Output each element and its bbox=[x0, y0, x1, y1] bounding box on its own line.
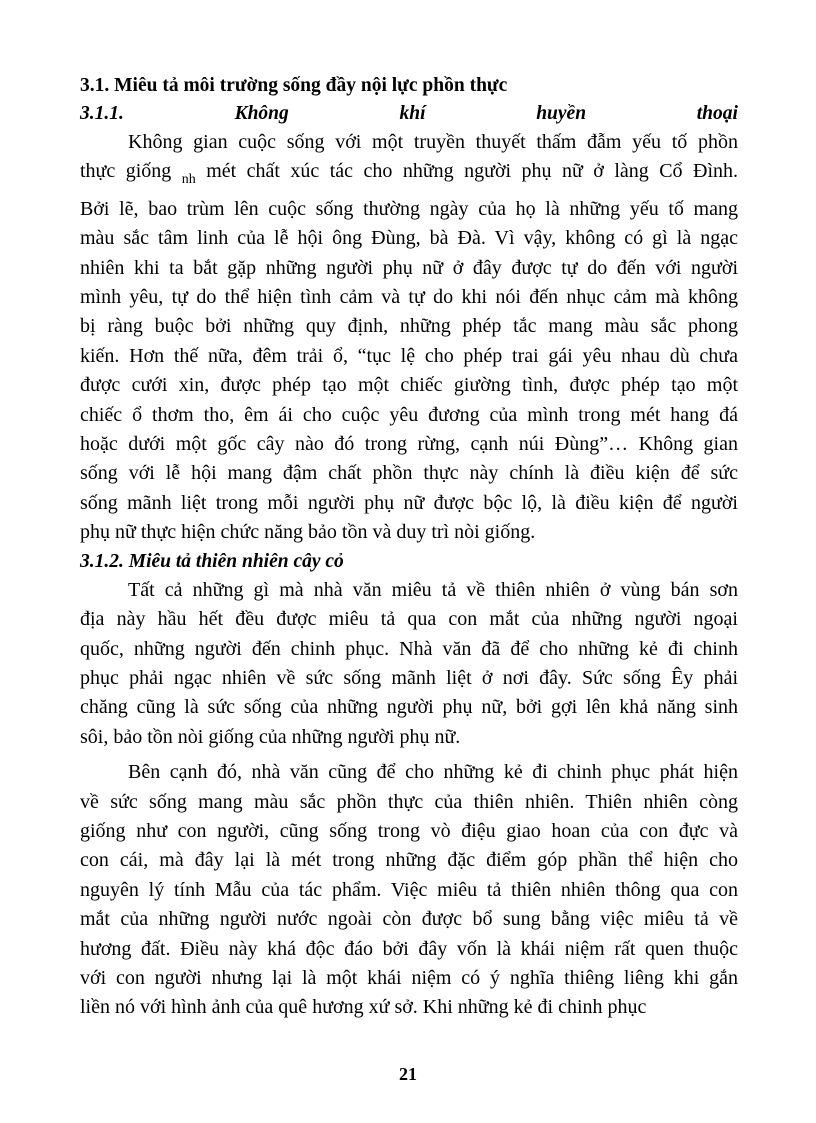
text-line: mình yêu, tự do thể hiện tình cảm và tự do khi nói đến nhục cảm mà không bbox=[80, 286, 738, 309]
heading-word: khí bbox=[399, 103, 426, 124]
text-line: chiếc ổ thơm tho, êm ái cho cuộc yêu đương của mình trong mét hang đá bbox=[80, 403, 738, 426]
text-fragment: mét chất xúc tác cho những người phụ nữ ở làng Cổ Đình. bbox=[206, 160, 738, 183]
text-line: phụ nữ thực hiện chức năng bảo tồn và duy trì nòi giống. bbox=[80, 521, 536, 544]
text-line bbox=[80, 157, 738, 194]
text-line: sống với lễ hội mang đậm chất phồn thực này chính là điều kiện để sức bbox=[80, 462, 738, 485]
heading-3-1-1 bbox=[80, 100, 738, 128]
text-line: Bởi lẽ, bao trùm lên cuộc sống thường ngày của họ là những yếu tố mang bbox=[80, 197, 738, 220]
page-number: 21 bbox=[399, 1064, 417, 1084]
text-line: Không gian cuộc sống với một truyền thuyết thấm đẫm yếu tố phồn bbox=[128, 131, 738, 153]
text-line: nhiên khi ta bắt gặp những người phụ nữ ở đây được tự do đến với người bbox=[80, 256, 738, 279]
text-line: địa này hầu hết đều được miêu tả qua con mắt của những người ngoại bbox=[80, 608, 738, 631]
paragraph-3 bbox=[80, 758, 738, 1023]
text-line: Tất cả những gì mà nhà văn miêu tả về thiên nhiên ở vùng bán sơn bbox=[128, 578, 738, 601]
heading-number: 3.1.1. bbox=[80, 103, 124, 124]
text-line: phục phải ngạc nhiên về sức sống mãnh liệt ở nơi đây. Sức sống Êy phải bbox=[80, 666, 738, 689]
text-line: sôi, bảo tồn nòi giống của những người phụ nữ. bbox=[80, 725, 461, 748]
text-line: Bên cạnh đó, nhà văn cũng để cho những kẻ đi chinh phục phát hiện bbox=[128, 761, 738, 784]
text-line: được cưới xin, được phép tạo một chiếc giường tình, được phép tạo một bbox=[80, 374, 738, 397]
text-fragment: thực giống bbox=[80, 160, 172, 183]
text-line: mắt của những người nước ngoài còn được bổ sung bằng việc miêu tả về bbox=[80, 908, 738, 931]
text-line: với con người nhưng lại là một khái niệm có ý nghĩa thiêng liêng khi gắn bbox=[80, 966, 738, 989]
heading-3-1-2: 3.1.2. Miêu tả thiên nhiên cây cỏ bbox=[80, 550, 344, 572]
page-content bbox=[80, 72, 738, 1023]
text-line: hương đất. Điều này khá độc đáo bởi đây vốn là khái niệm rất quen thuộc bbox=[80, 937, 738, 960]
text-line: màu sắc tâm linh của lễ hội ông Đùng, bà Đà. Vì vậy, không có gì là ngạc bbox=[80, 227, 738, 250]
text-line: nguyên lý tính Mẫu của tác phẩm. Việc miêu tả thiên nhiên thông qua con bbox=[80, 878, 738, 901]
text-line: hoặc dưới một gốc cây nào đó trong rừng, cạnh núi Đùng”… Không gian bbox=[80, 433, 738, 456]
heading-word: thoại bbox=[696, 103, 738, 124]
subscript-text: nh bbox=[181, 172, 196, 188]
text-line: kiến. Hơn thế nữa, đêm trải ổ, “tục lệ cho phép trai gái yêu nhau dù chưa bbox=[80, 344, 738, 367]
text-line: quốc, những người đến chinh phục. Nhà văn đã để cho những kẻ đi chinh bbox=[80, 637, 738, 660]
heading-word: Không bbox=[234, 103, 289, 124]
heading-3-1: 3.1. Miêu tả môi trường sống đầy nội lực phồn thực bbox=[80, 75, 508, 96]
text-line: sống mãnh liệt trong mỗi người phụ nữ được bộc lộ, là điều kiện để người bbox=[80, 491, 738, 514]
text-line: về sức sống mang màu sắc phồn thực của thiên nhiên. Thiên nhiên còng bbox=[80, 790, 738, 813]
paragraph-1 bbox=[80, 128, 738, 548]
text-line: con cái, mà đây lại là mét trong những đặc điểm góp phần thể hiện cho bbox=[80, 849, 738, 872]
text-line: bị ràng buộc bởi những quy định, những phép tắc mang màu sắc phong bbox=[80, 315, 738, 338]
heading-word: huyền bbox=[536, 103, 587, 124]
text-line: giống như con người, cũng sống trong vò điệu giao hoan của con đực và bbox=[80, 819, 738, 842]
paragraph-2 bbox=[80, 576, 738, 752]
text-line: liền nó với hình ảnh của quê hương xứ sở. Khi những kẻ đi chinh phục bbox=[80, 996, 647, 1019]
text-line: chăng cũng là sức sống của những người phụ nữ, bởi gợi lên khả năng sinh bbox=[80, 696, 738, 719]
